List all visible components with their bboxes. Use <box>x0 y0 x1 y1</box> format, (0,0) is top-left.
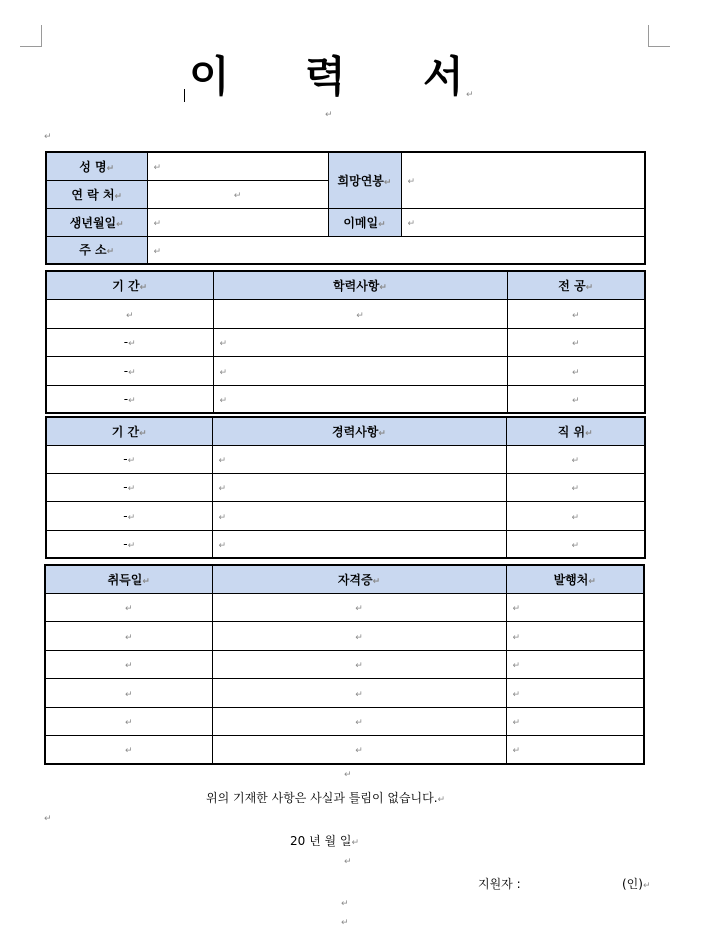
seal-mark: (인)↵ <box>622 877 651 891</box>
certificate-date-cell[interactable]: ↵ <box>45 593 212 621</box>
career-header-position: 직 위↵ <box>506 417 645 445</box>
paragraph-mark: ↵ <box>325 110 333 120</box>
education-period-cell[interactable]: -↵ <box>46 328 213 356</box>
table-row <box>46 328 645 356</box>
certificate-header-date: 취득일↵ <box>45 565 212 593</box>
title-char-3: 서 <box>423 52 464 101</box>
paragraph-mark: ↵ <box>341 899 349 909</box>
paragraph-mark: ↵ <box>44 132 52 142</box>
paragraph-mark: ↵ <box>44 814 52 824</box>
date-line: 20 년 월 일↵ <box>290 834 360 848</box>
table-row <box>46 356 645 385</box>
certificate-name-cell[interactable]: ↵ <box>212 735 506 764</box>
paragraph-mark: ↵ <box>341 918 349 927</box>
education-detail-cell[interactable]: ↵ <box>213 385 507 413</box>
certificate-name-cell[interactable]: ↵ <box>212 650 506 678</box>
text-cursor <box>184 89 185 102</box>
certificate-name-cell[interactable]: ↵ <box>212 593 506 621</box>
certificate-header-name: 자격증↵ <box>212 565 506 593</box>
table-row <box>46 473 645 501</box>
table-row <box>45 735 644 764</box>
certificate-issuer-cell[interactable]: ↵ <box>506 593 644 621</box>
education-header-major: 전 공↵ <box>507 271 645 299</box>
career-detail-cell[interactable]: ↵ <box>212 530 506 558</box>
table-row <box>45 621 644 650</box>
table-row <box>46 530 645 558</box>
career-detail-cell[interactable]: ↵ <box>212 445 506 473</box>
education-detail-cell[interactable]: ↵ <box>213 299 507 328</box>
title-char-1: 이 <box>189 52 230 101</box>
education-major-cell[interactable]: ↵ <box>507 328 645 356</box>
contact-label: 연 락 처↵ <box>46 180 147 208</box>
table-row <box>46 299 645 328</box>
certificate-date-cell[interactable]: ↵ <box>45 650 212 678</box>
education-period-cell[interactable]: -↵ <box>46 385 213 413</box>
career-header-detail: 경력사항↵ <box>212 417 506 445</box>
certificate-date-cell[interactable]: ↵ <box>45 707 212 735</box>
education-period-cell[interactable]: ↵ <box>46 299 213 328</box>
certificate-date-cell[interactable]: ↵ <box>45 678 212 707</box>
career-period-cell[interactable]: -↵ <box>46 445 212 473</box>
career-detail-cell[interactable]: ↵ <box>212 501 506 530</box>
email-label: 이메일↵ <box>328 208 401 236</box>
desired-salary-label: 희망연봉↵ <box>328 152 401 208</box>
paragraph-mark: ↵ <box>466 90 474 100</box>
certificate-issuer-cell[interactable]: ↵ <box>506 621 644 650</box>
career-position-cell[interactable]: ↵ <box>506 445 645 473</box>
career-period-cell[interactable]: -↵ <box>46 530 212 558</box>
career-table <box>45 416 646 559</box>
address-label: 주 소↵ <box>46 236 147 264</box>
applicant-label: 지원자 : <box>478 877 521 891</box>
education-header-period: 기 간↵ <box>46 271 213 299</box>
name-label: 성 명↵ <box>46 152 147 180</box>
name-field[interactable]: ↵ <box>147 152 328 180</box>
education-major-cell[interactable]: ↵ <box>507 356 645 385</box>
certification-statement: 위의 기재한 사항은 사실과 틀림이 없습니다.↵ <box>206 791 446 805</box>
table-row <box>46 385 645 413</box>
education-detail-cell[interactable]: ↵ <box>213 356 507 385</box>
personal-info-table <box>45 151 646 265</box>
table-row <box>45 707 644 735</box>
certificate-issuer-cell[interactable]: ↵ <box>506 735 644 764</box>
table-row <box>45 593 644 621</box>
table-row <box>46 501 645 530</box>
career-header-period: 기 간↵ <box>46 417 212 445</box>
address-field[interactable]: ↵ <box>147 236 645 264</box>
education-table <box>45 270 646 414</box>
career-detail-cell[interactable]: ↵ <box>212 473 506 501</box>
career-position-cell[interactable]: ↵ <box>506 530 645 558</box>
document-title <box>0 52 701 102</box>
certificates-table <box>44 564 645 765</box>
title-char-2: 력 <box>305 52 346 101</box>
education-period-cell[interactable]: -↵ <box>46 356 213 385</box>
certificate-date-cell[interactable]: ↵ <box>45 735 212 764</box>
email-field[interactable]: ↵ <box>401 208 645 236</box>
certificate-issuer-cell[interactable]: ↵ <box>506 707 644 735</box>
desired-salary-field[interactable]: ↵ <box>401 152 645 208</box>
certificate-header-issuer: 발행처↵ <box>506 565 644 593</box>
page-corner-marker-top-right <box>648 25 670 47</box>
education-major-cell[interactable]: ↵ <box>507 299 645 328</box>
contact-field[interactable]: ↵ <box>147 180 328 208</box>
education-header-detail: 학력사항↵ <box>213 271 507 299</box>
career-position-cell[interactable]: ↵ <box>506 473 645 501</box>
career-position-cell[interactable]: ↵ <box>506 501 645 530</box>
certificate-issuer-cell[interactable]: ↵ <box>506 678 644 707</box>
certificate-name-cell[interactable]: ↵ <box>212 621 506 650</box>
table-row <box>45 650 644 678</box>
certificate-date-cell[interactable]: ↵ <box>45 621 212 650</box>
certificate-name-cell[interactable]: ↵ <box>212 678 506 707</box>
education-major-cell[interactable]: ↵ <box>507 385 645 413</box>
birthdate-field[interactable]: ↵ <box>147 208 328 236</box>
table-row <box>45 678 644 707</box>
career-period-cell[interactable]: -↵ <box>46 501 212 530</box>
birthdate-label: 생년월일↵ <box>46 208 147 236</box>
page-corner-marker-top-left <box>20 25 42 47</box>
table-row <box>46 445 645 473</box>
certificate-name-cell[interactable]: ↵ <box>212 707 506 735</box>
certificate-issuer-cell[interactable]: ↵ <box>506 650 644 678</box>
paragraph-mark: ↵ <box>344 857 352 867</box>
education-detail-cell[interactable]: ↵ <box>213 328 507 356</box>
paragraph-mark: ↵ <box>344 770 352 780</box>
career-period-cell[interactable]: -↵ <box>46 473 212 501</box>
